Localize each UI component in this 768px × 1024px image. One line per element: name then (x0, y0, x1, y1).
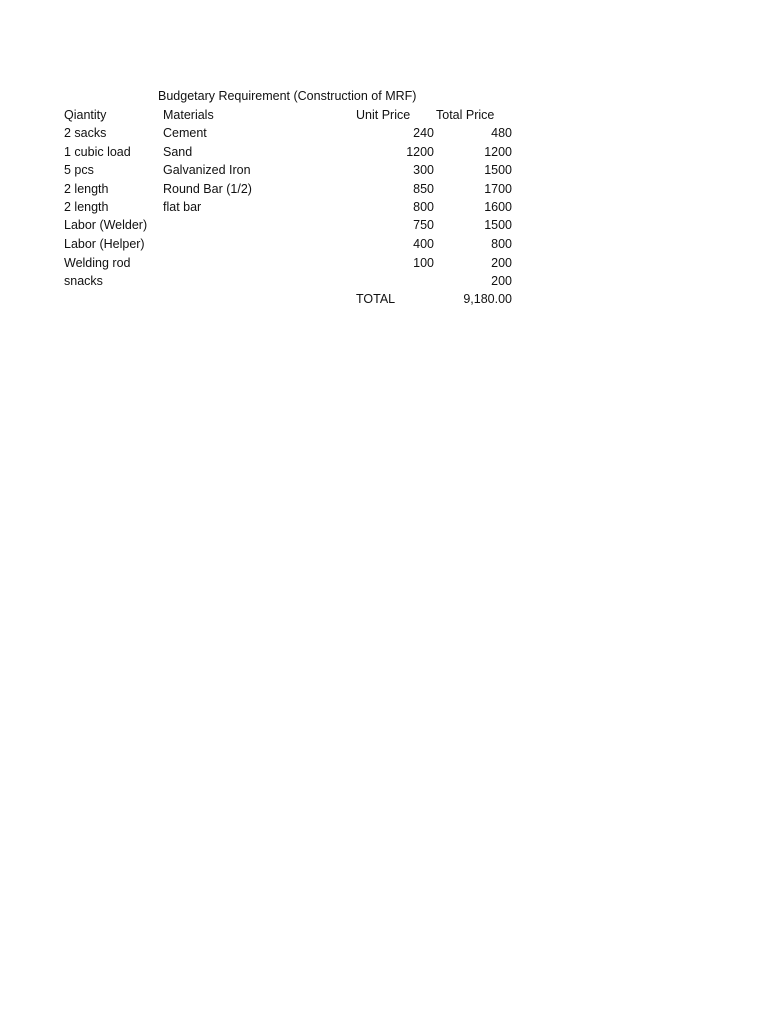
row-total-price: 1500 (484, 218, 512, 232)
row-total-price: 200 (491, 274, 512, 288)
row-unit-price: 800 (413, 200, 434, 214)
row-quantity: 5 pcs (64, 163, 94, 177)
row-material: flat bar (163, 200, 202, 214)
row-material: Cement (163, 126, 207, 140)
row-material: Round Bar (1/2) (163, 182, 252, 196)
row-quantity: Labor (Welder) (64, 218, 148, 232)
row-unit-price: 240 (413, 126, 434, 140)
header-total-price: Total Price (436, 108, 495, 122)
total-label: TOTAL (356, 292, 396, 306)
row-total-price: 1200 (484, 145, 512, 159)
row-total-price: 800 (491, 237, 512, 251)
row-material: Galvanized Iron (163, 163, 251, 177)
row-unit-price: 750 (413, 218, 434, 232)
row-quantity: Welding rod (64, 256, 131, 270)
row-total-price: 1700 (484, 182, 512, 196)
row-quantity: 2 length (64, 200, 109, 214)
row-material: Sand (163, 145, 193, 159)
header-materials: Materials (163, 108, 214, 122)
row-quantity: 2 sacks (64, 126, 107, 140)
header-quantity: Qiantity (64, 108, 107, 122)
row-total-price: 1500 (484, 163, 512, 177)
header-unit-price: Unit Price (356, 108, 411, 122)
grand-total: 9,180.00 (463, 292, 512, 306)
row-total-price: 480 (491, 126, 512, 140)
row-unit-price: 1200 (406, 145, 434, 159)
row-quantity: Labor (Helper) (64, 237, 145, 251)
row-unit-price: 300 (413, 163, 434, 177)
row-unit-price: 850 (413, 182, 434, 196)
row-quantity: 2 length (64, 182, 109, 196)
row-quantity: 1 cubic load (64, 145, 131, 159)
row-unit-price: 100 (413, 256, 434, 270)
row-total-price: 200 (491, 256, 512, 270)
row-quantity: snacks (64, 274, 103, 288)
row-total-price: 1600 (484, 200, 512, 214)
row-unit-price: 400 (413, 237, 434, 251)
sheet-title: Budgetary Requirement (Construction of MRF) (158, 89, 417, 103)
